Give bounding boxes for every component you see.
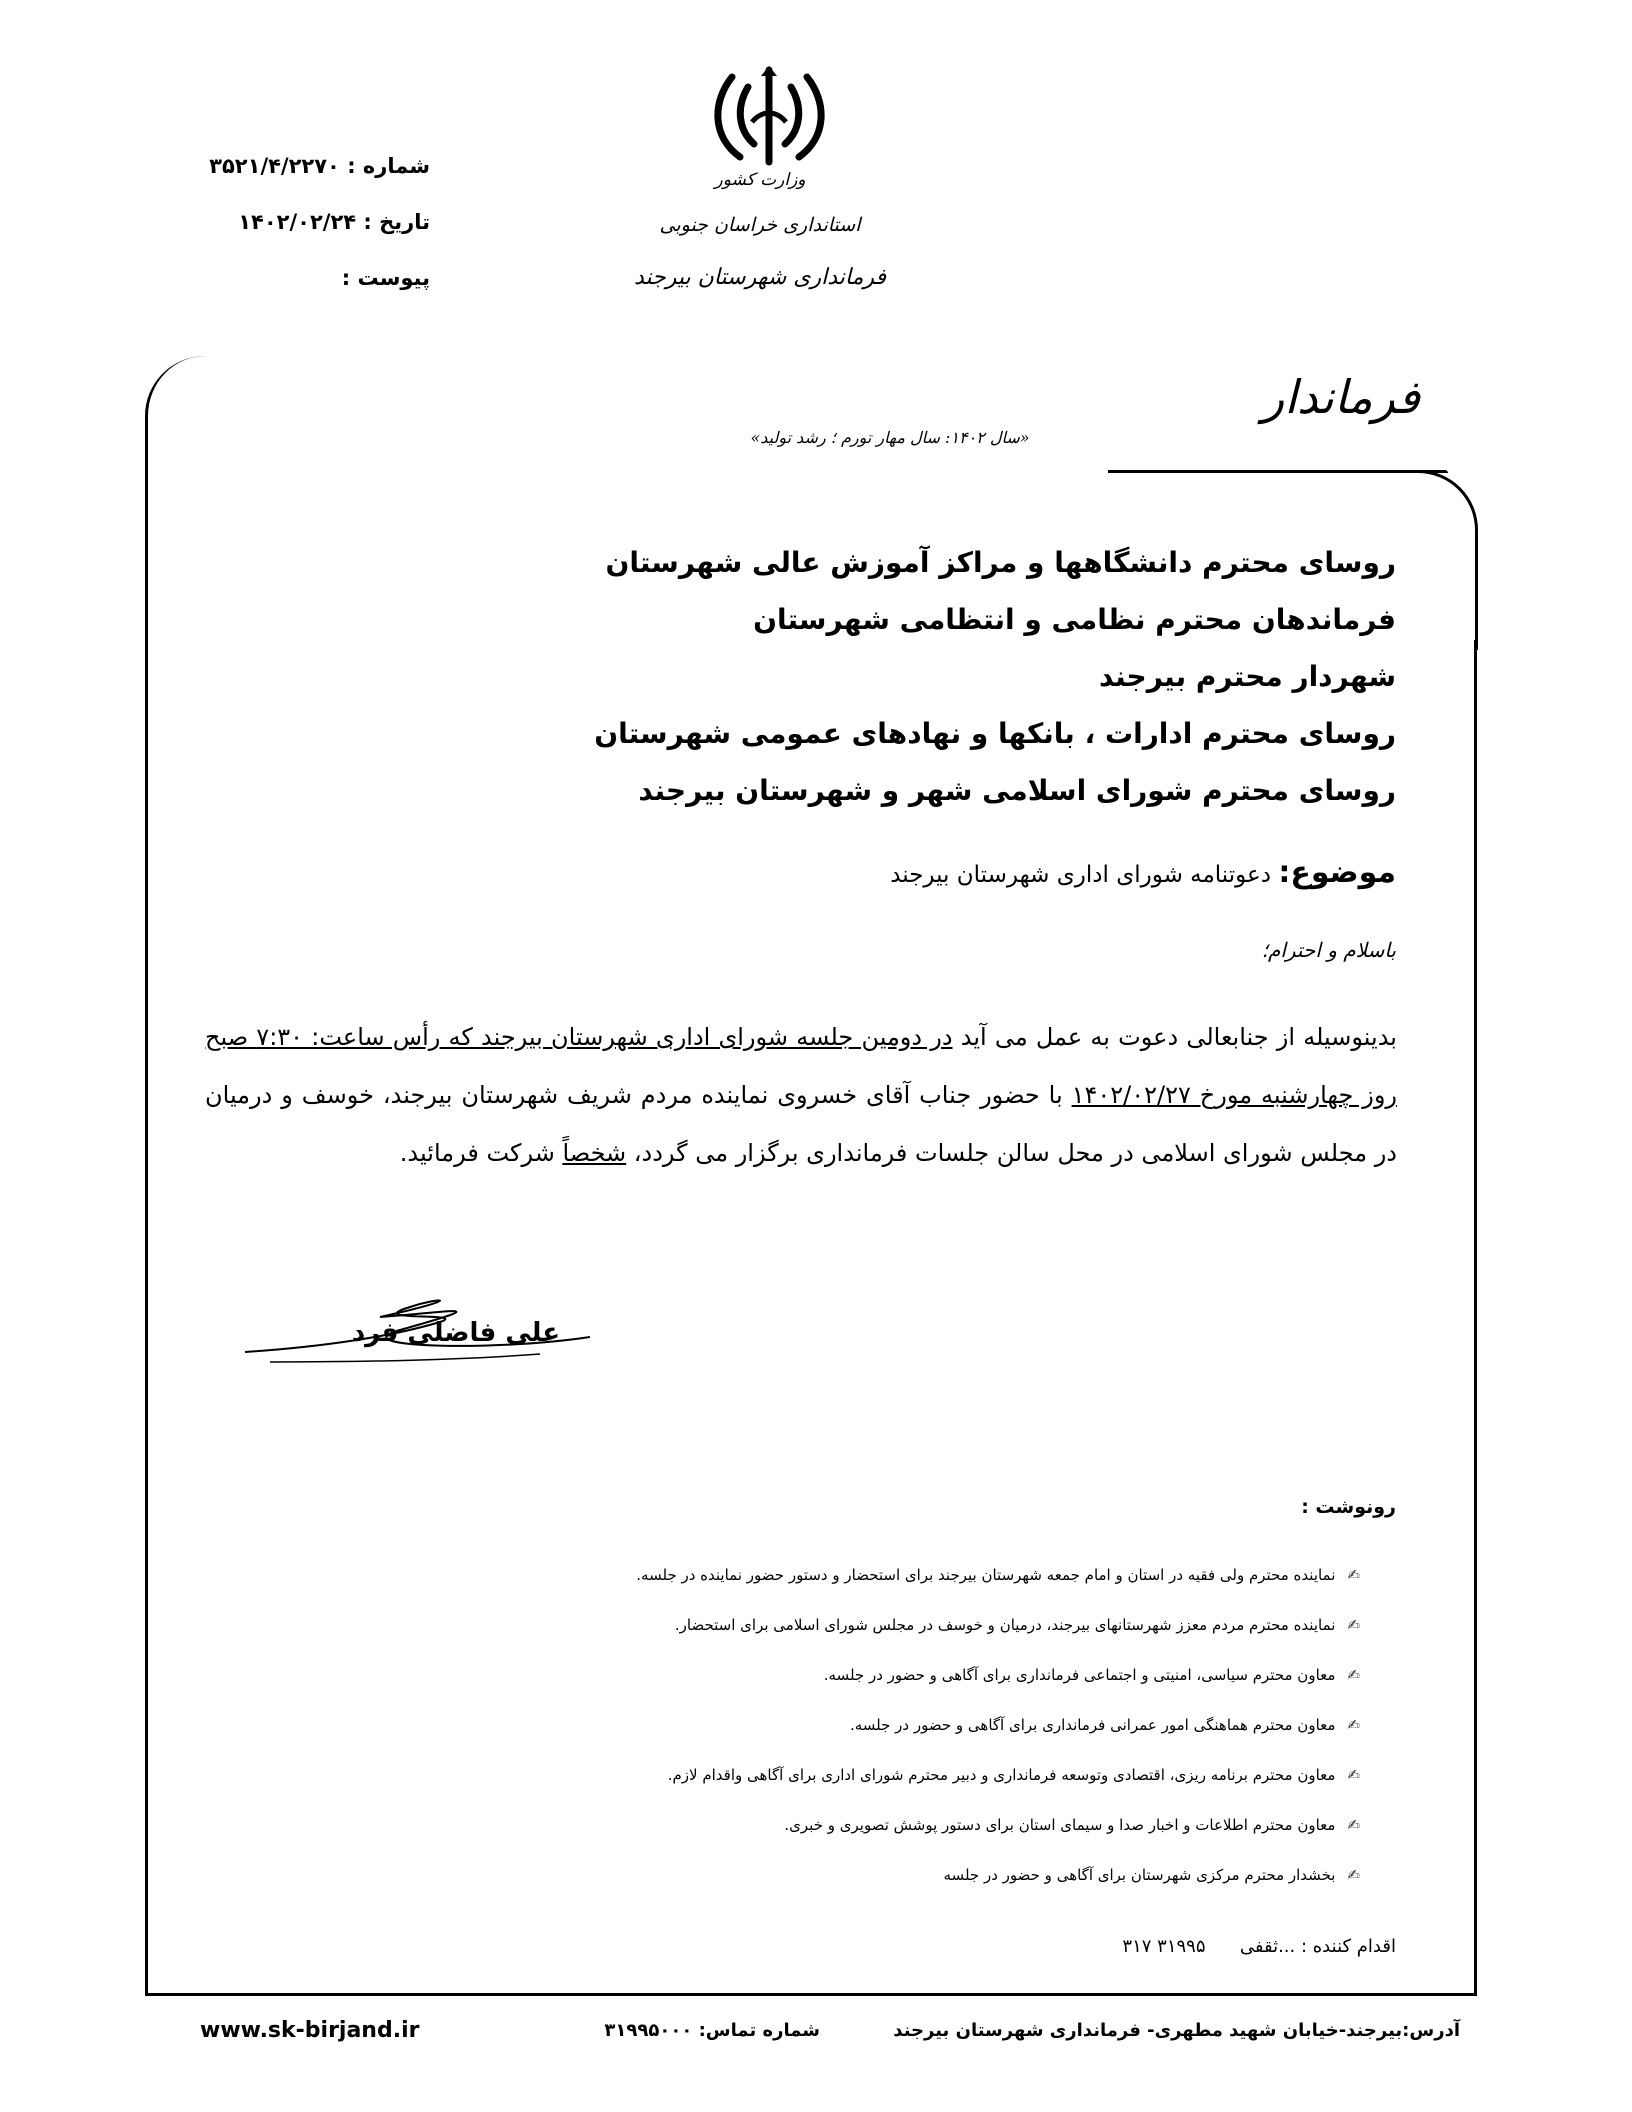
cc-list	[440, 1550, 1360, 1900]
footer-phone-value: ۳۱۹۹۵۰۰۰	[604, 2020, 693, 2041]
subject-label: موضوع:	[1278, 855, 1396, 890]
addressee-4: روسای محترم ادارات ، بانکها و نهادهای عمومی شهرستان	[594, 717, 1396, 750]
pen-hand-icon: ✍	[1347, 1666, 1360, 1684]
cc-item: ✍نماینده محترم مردم معزز شهرستانهای بیرجند، درمیان و خوسف در مجلس شورای اسلامی برای استحضار.	[440, 1600, 1360, 1650]
cc-item: ✍معاون محترم اطلاعات و اخبار صدا و سیمای استان برای دستور پوشش تصویری و خبری.	[440, 1800, 1360, 1850]
letter-number-label: شماره :	[347, 154, 430, 178]
iran-emblem-icon	[712, 62, 827, 172]
cc-item: ✍معاون محترم برنامه ریزی، اقتصادی وتوسعه فرمانداری و دبیر محترم شورای اداری برای آگاهی واقدام لازم.	[440, 1750, 1360, 1800]
action-line	[1000, 1936, 1396, 1957]
subject-line	[700, 855, 1396, 890]
cc-item: ✍بخشدار محترم مرکزی شهرستان برای آگاهی و حضور در جلسه	[440, 1850, 1360, 1900]
signatory-name: علی فاضلی فرد	[351, 1318, 560, 1348]
greeting: باسلام و احترام؛	[1261, 938, 1396, 962]
body-part-4: شخصاً	[562, 1139, 627, 1167]
cc-item: ✍معاون محترم سیاسی، امنیتی و اجتماعی فرمانداری برای آگاهی و حضور در جلسه.	[440, 1650, 1360, 1700]
heading-governor: فرماندار	[1262, 370, 1420, 424]
letter-number-row	[200, 138, 430, 194]
frame-right-edge	[1474, 640, 1477, 1996]
letter-attachment-label: پیوست :	[341, 266, 430, 290]
cc-item: ✍نماینده محترم ولی فقیه در استان و امام جمعه شهرستان بیرجند برای استحضار و دستور حضور نماینده در جلسه.	[440, 1550, 1360, 1600]
county-name: فرمانداری شهرستان بیرجند	[633, 265, 887, 290]
pen-hand-icon: ✍	[1347, 1616, 1360, 1634]
letter-attachment-row	[200, 250, 430, 306]
footer-phone-label: شماره تماس:	[698, 2020, 820, 2041]
body-part-3: با حضور جناب آقای خسروی نماینده مردم شریف شهرستان بیرجند، خوسف و درمیان در مجلس شورای اسلامی در محل سالن جلسات فرمانداری برگزار می گردد،	[205, 1081, 1397, 1167]
pen-hand-icon: ✍	[1347, 1566, 1360, 1584]
addressee-1: روسای محترم دانشگاهها و مراکز آموزش عالی شهرستان	[605, 546, 1396, 579]
letter-number-value: ۳۵۲۱/۴/۲۲۷۰	[209, 154, 340, 178]
addressee-2: فرماندهان محترم نظامی و انتظامی شهرستان	[753, 603, 1396, 636]
province-name: استانداری خراسان جنوبی	[659, 214, 861, 236]
ministry-name: وزارت کشور	[714, 170, 806, 190]
addressee-5: روسای محترم شورای اسلامی شهر و شهرستان بیرجند	[638, 774, 1396, 807]
cc-title: رونوشت :	[1301, 1496, 1396, 1518]
action-label: اقدام کننده : ...ثقفی	[1239, 1936, 1396, 1957]
body-part-5: شرکت فرمائید.	[399, 1139, 563, 1167]
pen-hand-icon: ✍	[1347, 1716, 1360, 1734]
body-part-1: بدینوسیله از جنابعالی دعوت به عمل می آید	[952, 1023, 1397, 1051]
pen-hand-icon: ✍	[1347, 1816, 1360, 1834]
footer-phone	[580, 2020, 820, 2041]
pen-hand-icon: ✍	[1347, 1866, 1360, 1884]
letter-body	[205, 1008, 1397, 1182]
letter-date-row	[200, 194, 430, 250]
subject-text: دعوتنامه شورای اداری شهرستان بیرجند	[890, 862, 1272, 888]
frame-right-corner	[1404, 470, 1478, 650]
addressee-list	[594, 534, 1396, 819]
frame-right-top-line	[1108, 470, 1448, 473]
letter-date-label: تاریخ :	[363, 210, 430, 234]
action-phone: ۳۱۹۹۵ ۳۱۷	[1122, 1936, 1206, 1957]
addressee-3: شهردار محترم بیرجند	[1098, 660, 1396, 693]
year-slogan: «سال ۱۴۰۲: سال مهار تورم ؛ رشد تولید»	[750, 428, 1030, 447]
pen-hand-icon: ✍	[1347, 1766, 1360, 1784]
letter-date-value: ۱۴۰۲/۰۲/۲۴	[238, 210, 357, 234]
footer-address: آدرس:بیرجند-خیابان شهید مطهری- فرمانداری شهرستان بیرجند	[893, 2020, 1460, 2041]
cc-item: ✍معاون محترم هماهنگی امور عمرانی فرمانداری برای آگاهی و حضور در جلسه.	[440, 1700, 1360, 1750]
letter-meta	[200, 138, 430, 306]
footer-website[interactable]: www.sk-birjand.ir	[200, 2018, 420, 2043]
body-part-2: در دومین جلسه شورای اداری شهرستان بیرجند که رأس ساعت: ۷:۳۰ صبح روز چهارشنبه مورخ ۱۴۰۲/۰۲/۲۷	[205, 1023, 1397, 1109]
